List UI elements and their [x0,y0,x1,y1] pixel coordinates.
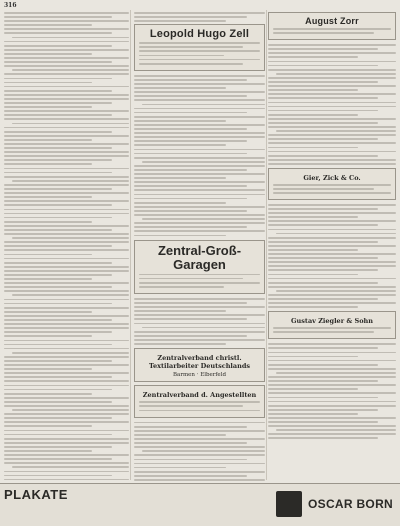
ad-body [273,327,391,333]
oscar-born-logo-icon [276,491,302,517]
ad-body [139,401,260,411]
ad-gier [268,168,396,200]
listing-block [268,343,396,439]
listing-column-2 [134,12,265,487]
ad-textil-title: Zentralverband christl. Textilarbeiter Deutschlands [148,353,251,370]
listing-block [134,75,265,236]
listing-column-3 [268,12,396,442]
ad-zell [134,24,265,71]
ad-textil-sub: Barmen · Elberfeld [173,371,226,378]
listing-block [268,44,396,165]
ad-ziegler [268,311,396,339]
ad-garagen-title: Zentral-Groß-Garagen [157,243,242,272]
ad-textil [134,348,265,383]
ad-body [139,42,260,64]
page-number: 316 [4,2,17,9]
ad-zorr-title: August Zorr [305,16,359,26]
ad-zentralverband-title: Zentralverband d. Angestellten [142,391,257,400]
ad-zell-title: Leopold Hugo Zell [149,28,250,41]
listing-block [268,204,396,308]
column-divider [266,10,267,480]
column-divider [130,10,131,480]
ad-body [139,274,260,288]
listing-block [4,12,129,501]
ad-body [273,184,391,194]
listing-block [134,12,265,22]
listing-block [134,422,265,485]
ad-gier-title: Gier, Zick & Co. [303,173,361,182]
ad-ziegler-title: Gustav Ziegler & Sohn [291,317,373,326]
page-header [4,2,23,9]
plakate-title: PLAKATE [4,487,68,502]
ad-garagen [134,240,265,294]
ad-zentralverband [134,385,265,417]
oscar-born-name: OSCAR BORN [308,496,394,511]
listing-column-1 [4,12,129,503]
ad-zorr [268,12,396,40]
listing-block [134,298,265,345]
plakate-ad [4,487,102,521]
ad-body [273,28,391,34]
oscar-born-ad [276,487,396,521]
